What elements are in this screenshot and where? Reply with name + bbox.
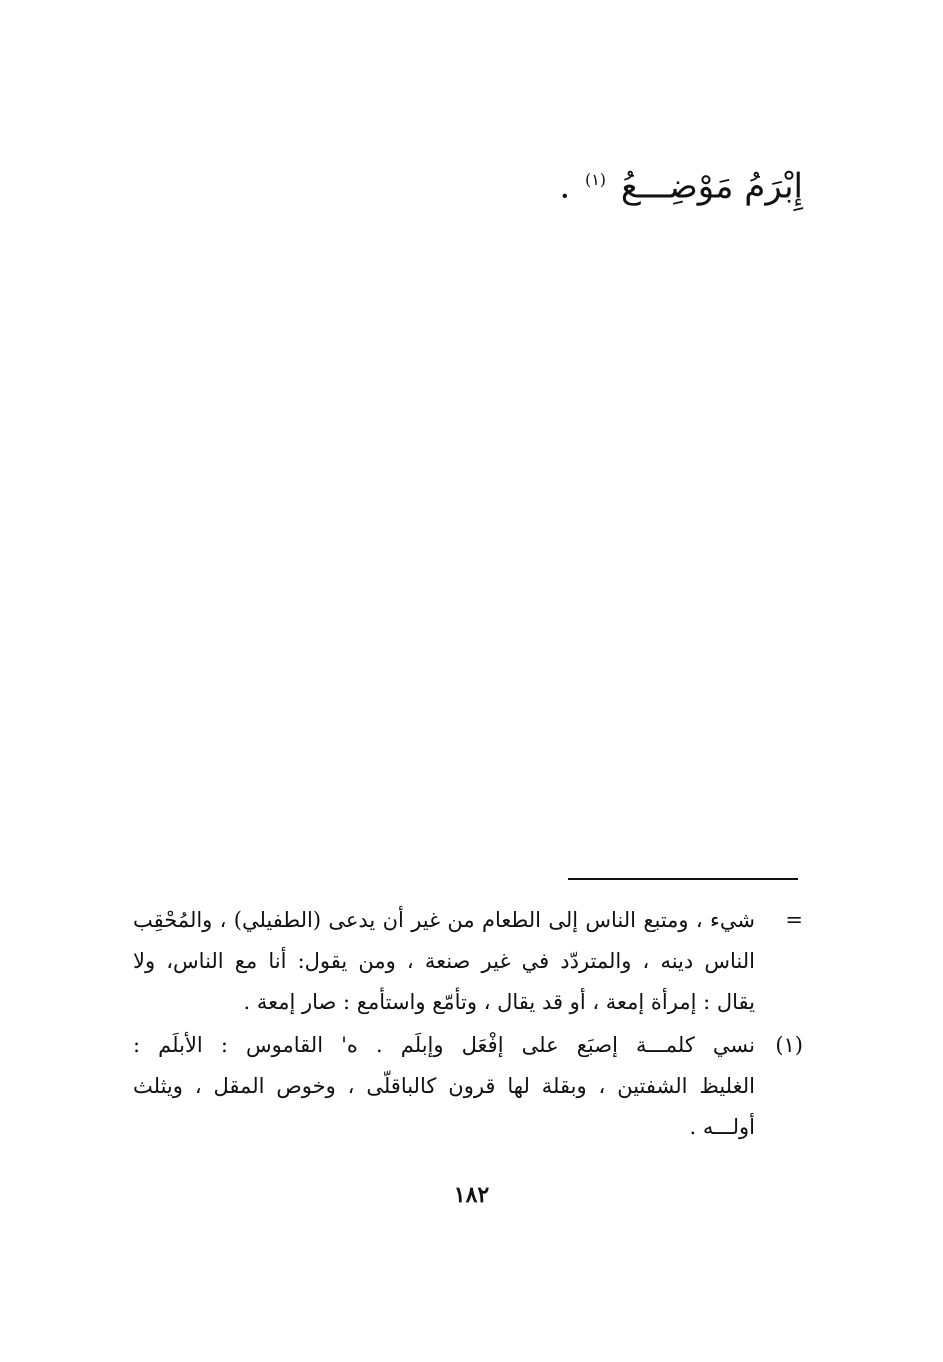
footnote-separator: [568, 878, 798, 880]
verse-end-mark: .: [559, 166, 571, 207]
footnote-line: الغليظ الشفتين ، وبقلة لها قرون كالباقلّى ، وخوص المقل ، ويثلث: [133, 1074, 755, 1098]
footnote-body: [133, 1025, 755, 1148]
footnote-marker: (١): [775, 1033, 803, 1057]
footnote-line: يقال : إمرأة إمعة ، أو قد يقال ، وتأمّع واستأمع : صار إمعة .: [243, 990, 755, 1014]
footnote-reference: (١): [584, 170, 607, 189]
verse-text: إِبْرَمُ مَوْضِـــعُ: [620, 166, 803, 207]
footnote-line: نسي كلمـــة إصبَع على إفْعَل وإبلَم . ه' القاموس : الأبلَم :: [133, 1033, 755, 1057]
footnote-1: [133, 1025, 803, 1148]
footnote-marker: =: [785, 908, 803, 932]
footnote-line: الناس دينه ، والمتردّد في غير صنعة ، ومن يقول: أنا مع الناس، ولا: [133, 949, 755, 973]
footnote-line: أولـــه .: [689, 1115, 755, 1139]
footnote-body: [133, 900, 755, 1023]
verse-line: [559, 150, 803, 216]
page-number: ١٨٢: [453, 1182, 490, 1208]
footnotes-section: [133, 900, 803, 1150]
footnote-line: شيء ، ومتبع الناس إلى الطعام من غير أن يدعى (الطفيلي) ، والمُحْقِب: [133, 908, 755, 932]
footnote-continuation: [133, 900, 803, 1023]
